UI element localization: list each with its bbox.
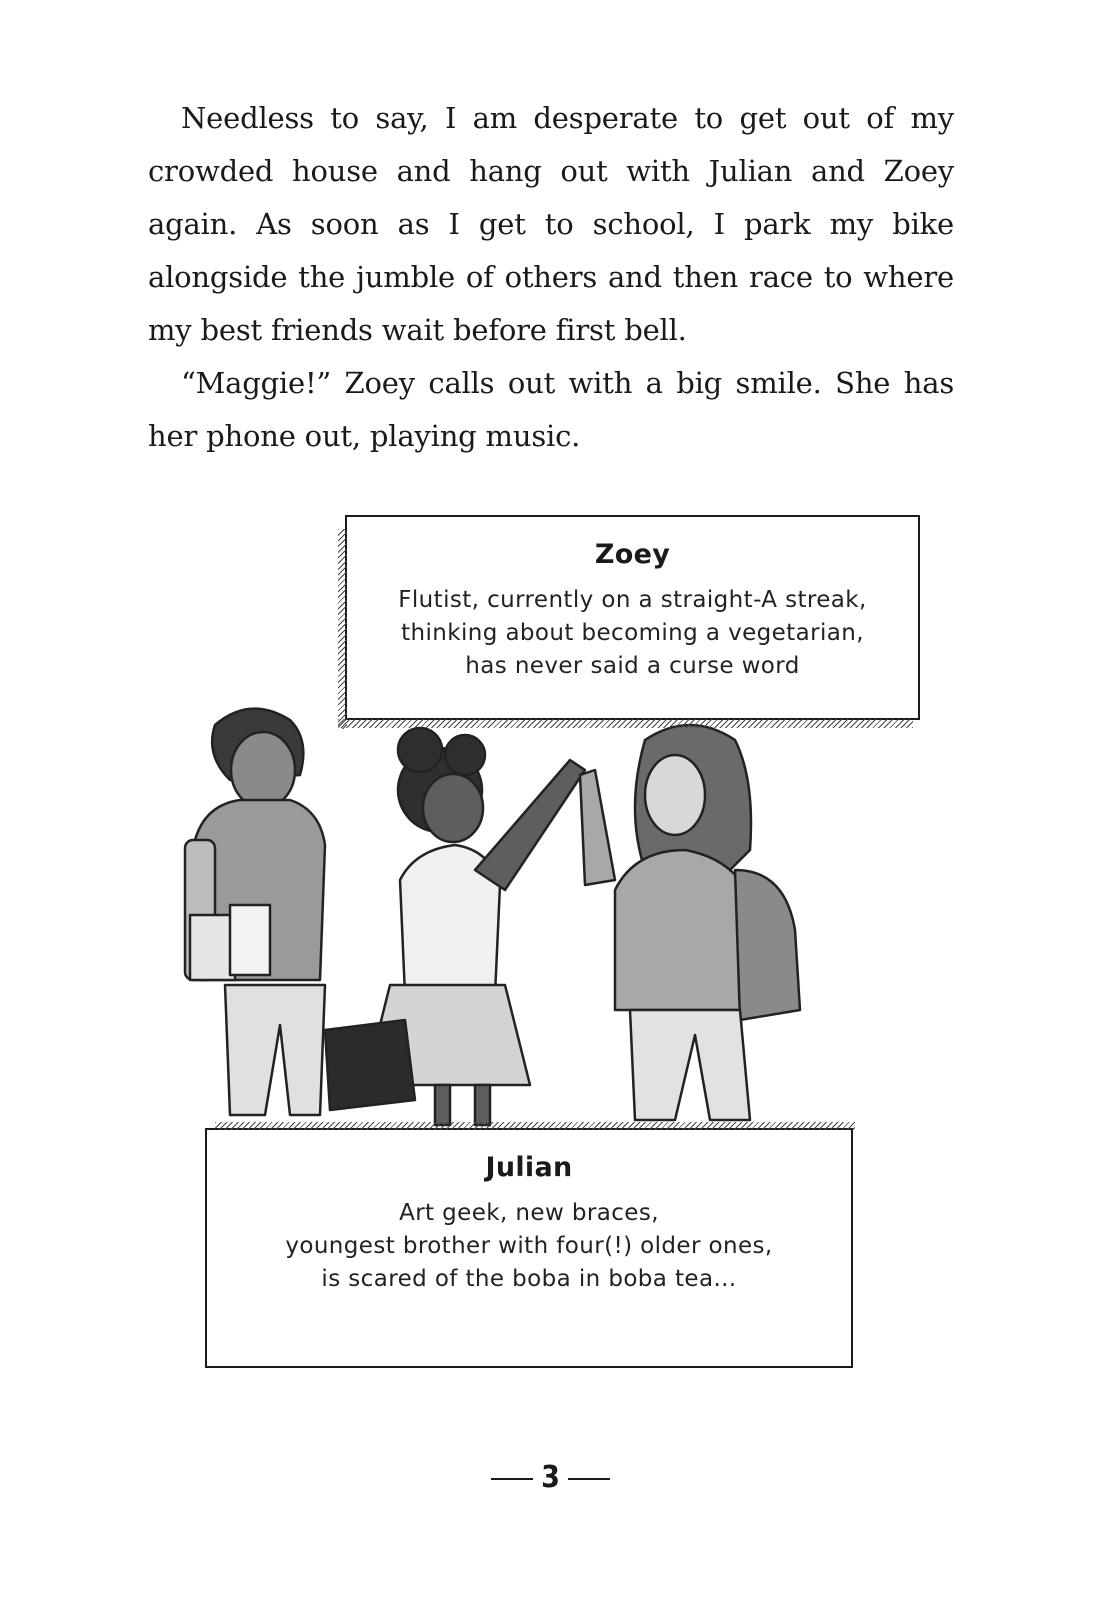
page-number-text: 3 (541, 1460, 560, 1495)
zoey-caption-card (345, 515, 920, 720)
body-text (148, 92, 954, 463)
middle-girl-figure (325, 728, 585, 1125)
card-description: Flutist, currently on a straight-A streak, thinking about becoming a vegetarian, has never said a curse word (398, 587, 867, 679)
folio-rule-right (568, 1478, 610, 1480)
right-girl-figure (580, 725, 800, 1120)
card-title: Julian (485, 1152, 573, 1183)
illustration-three-friends (175, 700, 875, 1130)
julian-figure (185, 709, 325, 1115)
paragraph: Needless to say, I am desperate to get out of my crowded house and hang out with Julian and Zoey again. As soon as I get to school, I park my bike alongside the jumble of others and then race to where my best friends wait before first bell. (148, 101, 954, 347)
folio-rule-left (491, 1478, 533, 1480)
card-description: Art geek, new braces, youngest brother with four(!) older ones, is scared of the boba in boba tea... (285, 1200, 773, 1292)
paragraph: “Maggie!” Zoey calls out with a big smile. She has her phone out, playing music. (148, 366, 954, 453)
page-number (0, 1460, 1101, 1495)
card-title: Zoey (594, 539, 671, 570)
julian-caption-card (205, 1128, 853, 1368)
